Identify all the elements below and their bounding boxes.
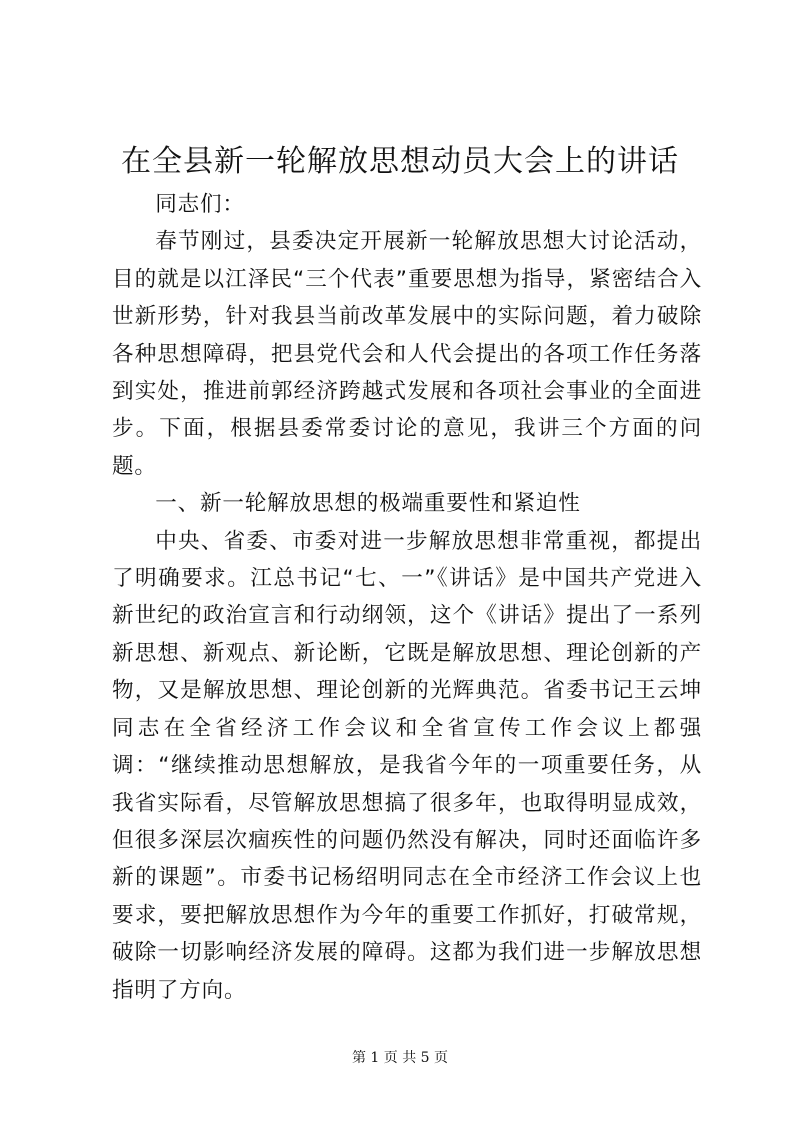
body-paragraph: 中央、省委、市委对进一步解放思想非常重视，都提出了明确要求。江总书记“七、一”《讲话》是中国共产党进入新世纪的政治宣言和行动纲领，这个《讲话》提出了一系列新思想、新观点、新论断，它既是解放思想、理论创新的产物，又是解放思想、理论创新的光辉典范。省委书记王云坤同志在全省经济工作会议和全省宣传工作会议上都强调：“继续推动思想解放，是我省今年的一项重要任务，从我省实际看，尽管解放思想搞了很多年，也取得明显成效，但很多深层次痼疾性的问题仍然没有解决，同时还面临许多新的课题”。市委书记杨绍明同志在全市经济工作会议上也要求，要把解放思想作为今年的重要工作抓好，打破常规，破除一切影响经济发展的障碍。这都为我们进一步解放思想指明了方向。 — [112, 528, 702, 1003]
document-title: 在全县新一轮解放思想动员大会上的讲话 — [121, 144, 679, 179]
intro-paragraph: 春节刚过，县委决定开展新一轮解放思想大讨论活动，目的就是以江泽民“三个代表”重要思想为指导，紧密结合入世新形势，针对我县当前改革发展中的实际问题，着力破除各种思想障碍，把县党代会和人代会提出的各项工作任务落到实处，推进前郭经济跨越式发展和各项社会事业的全面进步。下面，根据县委常委讨论的意见，我讲三个方面的问题。 — [112, 229, 702, 479]
section-heading: 一、新一轮解放思想的极端重要性和紧迫性 — [155, 491, 581, 517]
page-number-footer: 第 1 页 共 5 页 — [351, 1050, 449, 1066]
greeting-paragraph: 同志们： — [155, 192, 245, 217]
document-body — [112, 186, 702, 1009]
